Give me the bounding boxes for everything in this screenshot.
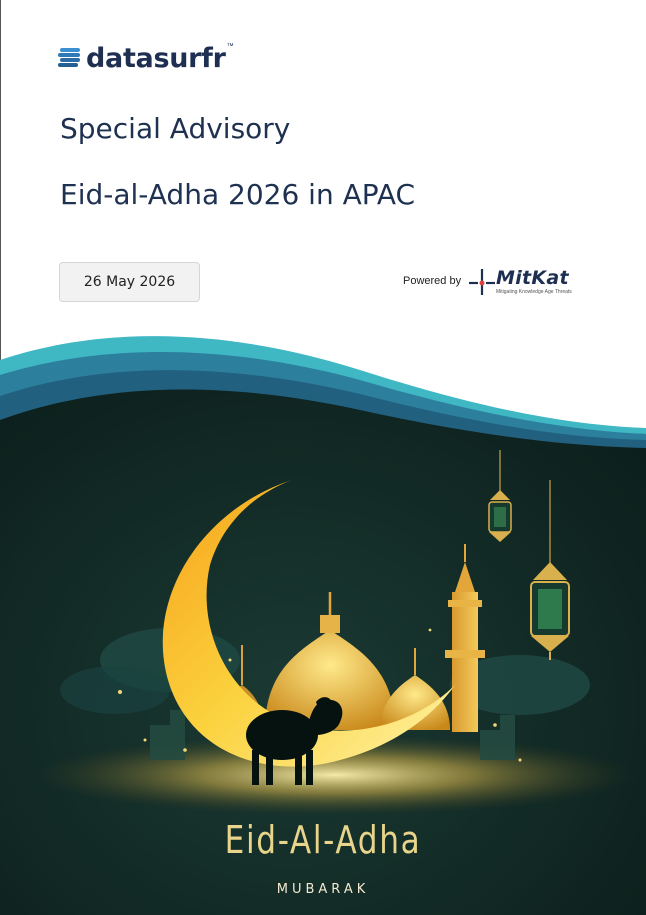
datasurfr-logo-icon bbox=[58, 46, 82, 70]
powered-by-block bbox=[403, 266, 603, 298]
powered-by-label: Powered by bbox=[403, 275, 462, 287]
mitkat-logo-icon bbox=[469, 269, 495, 295]
mitkat-name: MitKat bbox=[496, 267, 569, 289]
cloud-left-2 bbox=[60, 666, 170, 714]
advisory-title: Eid-al-Adha 2026 in APAC bbox=[60, 178, 416, 211]
eid-subtitle: MUBARAK bbox=[276, 882, 370, 897]
mitkat-tagline: Mitigating Knowledge Age Threats bbox=[496, 289, 572, 295]
advisory-heading: Special Advisory bbox=[60, 112, 291, 145]
date-text: 26 May 2026 bbox=[83, 274, 176, 290]
eid-title: Eid-Al-Adha bbox=[224, 818, 422, 862]
brand-name: datasurfr bbox=[86, 42, 226, 74]
trademark-symbol: ™ bbox=[226, 42, 234, 50]
date-badge bbox=[59, 262, 200, 302]
datasurfr-logo bbox=[58, 40, 234, 76]
